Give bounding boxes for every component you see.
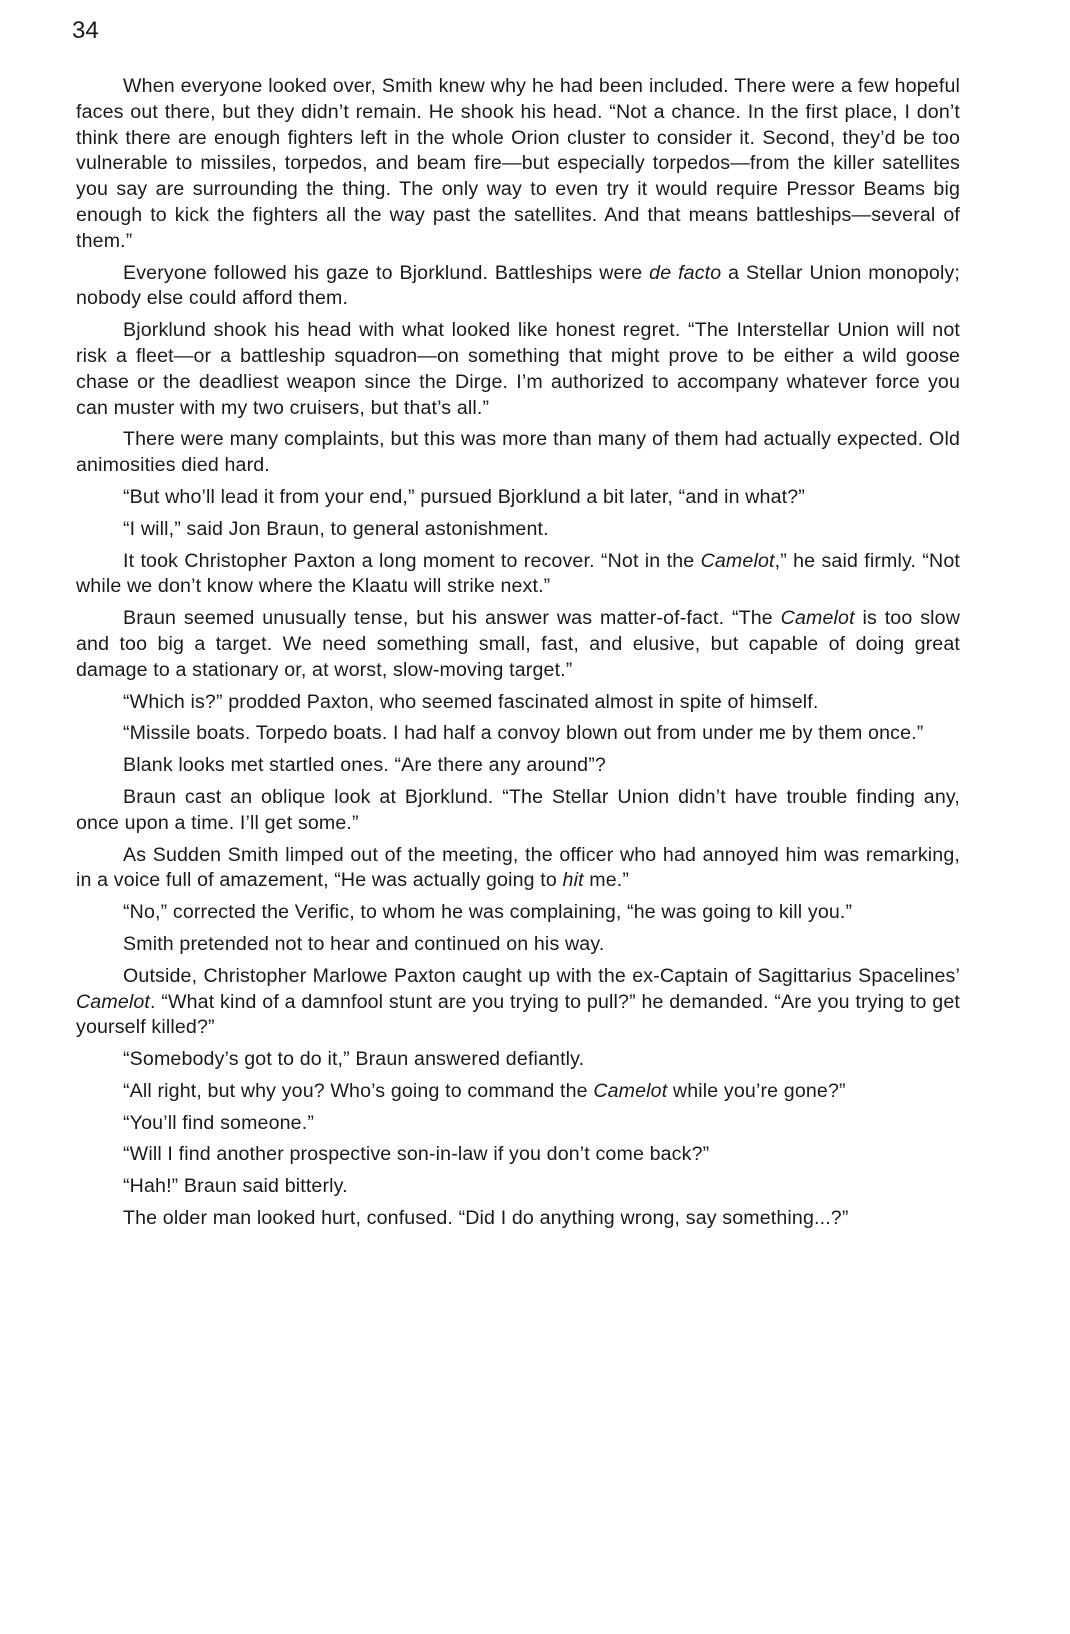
italic-text: Camelot bbox=[700, 549, 775, 572]
paragraph bbox=[76, 1174, 960, 1200]
text-run: “Somebody’s got to do it,” Braun answered defiantly. bbox=[123, 1048, 585, 1071]
paragraph bbox=[76, 785, 960, 837]
text-run: is too slow and too big a target. We need something small, fast, and elusive, but capable of doing great damage to a stationary or, at worst, slow-moving target.” bbox=[76, 607, 960, 681]
text-run: “I will,” said Jon Braun, to general astonishment. bbox=[123, 517, 549, 540]
text-run: “Will I find another prospective son-in-law if you don’t come back?” bbox=[123, 1143, 710, 1166]
text-run: Blank looks met startled ones. “Are there any around”? bbox=[123, 754, 606, 777]
paragraph bbox=[76, 1206, 960, 1232]
paragraph bbox=[76, 900, 960, 926]
text-run: “All right, but why you? Who’s going to command the bbox=[123, 1079, 594, 1102]
italic-text: Camelot bbox=[780, 607, 855, 630]
text-run: “No,” corrected the Verific, to whom he was complaining, “he was going to kill you.” bbox=[123, 901, 853, 924]
italic-text: hit bbox=[562, 869, 584, 892]
text-run: There were many complaints, but this was more than many of them had actually expected. Old animosities died hard. bbox=[76, 428, 960, 477]
text-run: ,” he said firmly. “Not while we don’t know where the Klaatu will strike next.” bbox=[76, 549, 960, 598]
text-run: “Which is?” prodded Paxton, who seemed fascinated almost in spite of himself. bbox=[123, 690, 819, 713]
paragraph bbox=[76, 1142, 960, 1168]
page-number: 34 bbox=[72, 17, 99, 44]
text-run: It took Christopher Paxton a long moment to recover. “Not in the bbox=[123, 549, 701, 572]
paragraph bbox=[76, 485, 960, 511]
italic-text: Camelot bbox=[76, 990, 151, 1013]
text-run: Outside, Christopher Marlowe Paxton caught up with the ex-Captain of Sagittarius Spacelines’ bbox=[123, 964, 960, 987]
paragraph bbox=[76, 1111, 960, 1137]
text-run: Braun cast an oblique look at Bjorklund. “The Stellar Union didn’t have trouble finding any, once upon a time. I’ll get some.” bbox=[76, 785, 960, 834]
paragraph bbox=[76, 843, 960, 895]
paragraph bbox=[76, 1079, 960, 1105]
paragraph bbox=[76, 606, 960, 683]
paragraph bbox=[76, 427, 960, 479]
text-run: Bjorklund shook his head with what looked like honest regret. “The Interstellar Union will not risk a fleet—or a battleship squadron—on something that might prove to be either a wild goose chase or the deadliest weapon since the Dirge. I’m authorized to accompany whatever force you can muster with my two cruisers, but that’s all.” bbox=[76, 319, 960, 419]
text-run: “But who’ll lead it from your end,” pursued Bjorklund a bit later, “and in what?” bbox=[123, 485, 805, 508]
text-run: . “What kind of a damnfool stunt are you trying to pull?” he demanded. “Are you trying to get yourself killed?” bbox=[76, 990, 960, 1039]
paragraph bbox=[76, 1047, 960, 1073]
text-run: “Missile boats. Torpedo boats. I had half a convoy blown out from under me by them once.” bbox=[123, 722, 924, 745]
text-run: “Hah!” Braun said bitterly. bbox=[123, 1175, 348, 1198]
paragraph bbox=[76, 753, 960, 779]
text-run: Smith pretended not to hear and continued on his way. bbox=[123, 932, 605, 955]
paragraph bbox=[76, 318, 960, 421]
paragraph bbox=[76, 932, 960, 958]
italic-text: Camelot bbox=[593, 1079, 668, 1102]
text-run: The older man looked hurt, confused. “Did I do anything wrong, say something...?” bbox=[123, 1207, 849, 1230]
text-run: Everyone followed his gaze to Bjorklund. Battleships were bbox=[123, 261, 650, 284]
paragraph bbox=[76, 261, 960, 313]
paragraph bbox=[76, 517, 960, 543]
text-run: Braun seemed unusually tense, but his answer was matter-of-fact. “The bbox=[123, 607, 781, 630]
text-run: while you’re gone?” bbox=[667, 1079, 846, 1102]
paragraph bbox=[76, 964, 960, 1041]
italic-text: de facto bbox=[649, 261, 722, 284]
body-text bbox=[76, 74, 960, 1238]
text-run: When everyone looked over, Smith knew why he had been included. There were a few hopeful faces out there, but they didn’t remain. He shook his head. “Not a chance. In the first place, I don’t think there are enough fighters left in the whole Orion cluster to consider it. Second, they’d be too vulnerable to missiles, torpedos, and beam fire—but especially torpedos—from the killer satellites you say are surrounding the thing. The only way to even try it would require Pressor Beams big enough to kick the fighters all the way past the satellites. And that means battleships—several of them.” bbox=[76, 75, 960, 252]
text-run: As Sudden Smith limped out of the meeting, the officer who had annoyed him was remarking, in a voice full of amazement, “He was actually going to bbox=[76, 843, 960, 892]
text-run: “You’ll find someone.” bbox=[123, 1111, 314, 1134]
paragraph bbox=[76, 721, 960, 747]
paragraph bbox=[76, 549, 960, 601]
text-run: a Stellar Union monopoly; nobody else could afford them. bbox=[76, 261, 960, 310]
paragraph bbox=[76, 690, 960, 716]
paragraph bbox=[76, 74, 960, 255]
text-run: me.” bbox=[583, 869, 630, 892]
